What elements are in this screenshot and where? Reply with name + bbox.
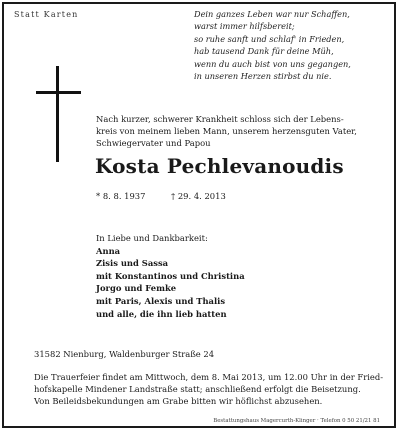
service-line: hofskapelle Mindener Landstraße statt; anschließend erfolgt die Beisetzung. bbox=[34, 384, 361, 394]
service-line: Die Trauerfeier findet am Mittwoch, dem 8. Mai 2013, um 12.00 Uhr in der Fried- bbox=[34, 372, 384, 382]
mourner-name: Zisis und Sassa bbox=[96, 258, 169, 269]
family-address: 31582 Nienburg, Waldenburger Straße 24 bbox=[34, 349, 215, 359]
poem-line: warst immer hilfsbereit; bbox=[194, 21, 295, 32]
cross-vertical-bar bbox=[56, 66, 59, 162]
service-line: Von Beileidsbekundungen am Grabe bitten wir höflichst abzusehen. bbox=[34, 396, 323, 406]
deceased-name: Kosta Pechlevanoudis bbox=[95, 154, 344, 178]
poem-line: in unseren Herzen stirbst du nie. bbox=[194, 71, 332, 82]
intro-text bbox=[96, 113, 396, 149]
poem-line: Dein ganzes Leben war nur Schaffen, bbox=[194, 9, 350, 19]
obituary-notice bbox=[2, 2, 396, 428]
poem bbox=[194, 8, 394, 82]
mourner-name: mit Konstantinos und Christina bbox=[96, 270, 245, 281]
intro-line: Nach kurzer, schwerer Krankheit schloss sich der Lebens- bbox=[96, 114, 344, 124]
poem-line: wenn du auch bist von uns gegangen, bbox=[194, 58, 351, 69]
poem-line: so ruhe sanft und schlaf' in Frieden, bbox=[194, 33, 345, 44]
cross-icon bbox=[36, 66, 81, 162]
intro-line: Schwiegervater und Papou bbox=[96, 138, 211, 148]
mourners-lead: In Liebe und Dankbarkeit: bbox=[96, 233, 208, 243]
poem-line: hab tausend Dank für deine Müh, bbox=[194, 46, 334, 57]
mourner-name: Anna bbox=[96, 245, 121, 256]
mourner-name: Jorgo und Femke bbox=[96, 283, 177, 294]
mourner-name: und alle, die ihn lieb hatten bbox=[96, 308, 227, 319]
header-label: Statt Karten bbox=[14, 10, 79, 19]
death-date: † 29. 4. 2013 bbox=[171, 191, 226, 201]
funeral-service-info bbox=[34, 371, 396, 407]
mourner-name: mit Paris, Alexis und Thalis bbox=[96, 295, 226, 306]
intro-line: kreis von meinem lieben Mann, unserem herzensguten Vater, bbox=[96, 126, 357, 136]
mourners-list bbox=[96, 232, 245, 320]
birth-date: * 8. 8. 1937 bbox=[96, 191, 146, 201]
cross-horizontal-bar bbox=[36, 91, 81, 94]
funeral-home-credit: Bestattungshaus Magercurth-Klinger · Telefon 0 50 21/21 81 bbox=[213, 418, 380, 424]
